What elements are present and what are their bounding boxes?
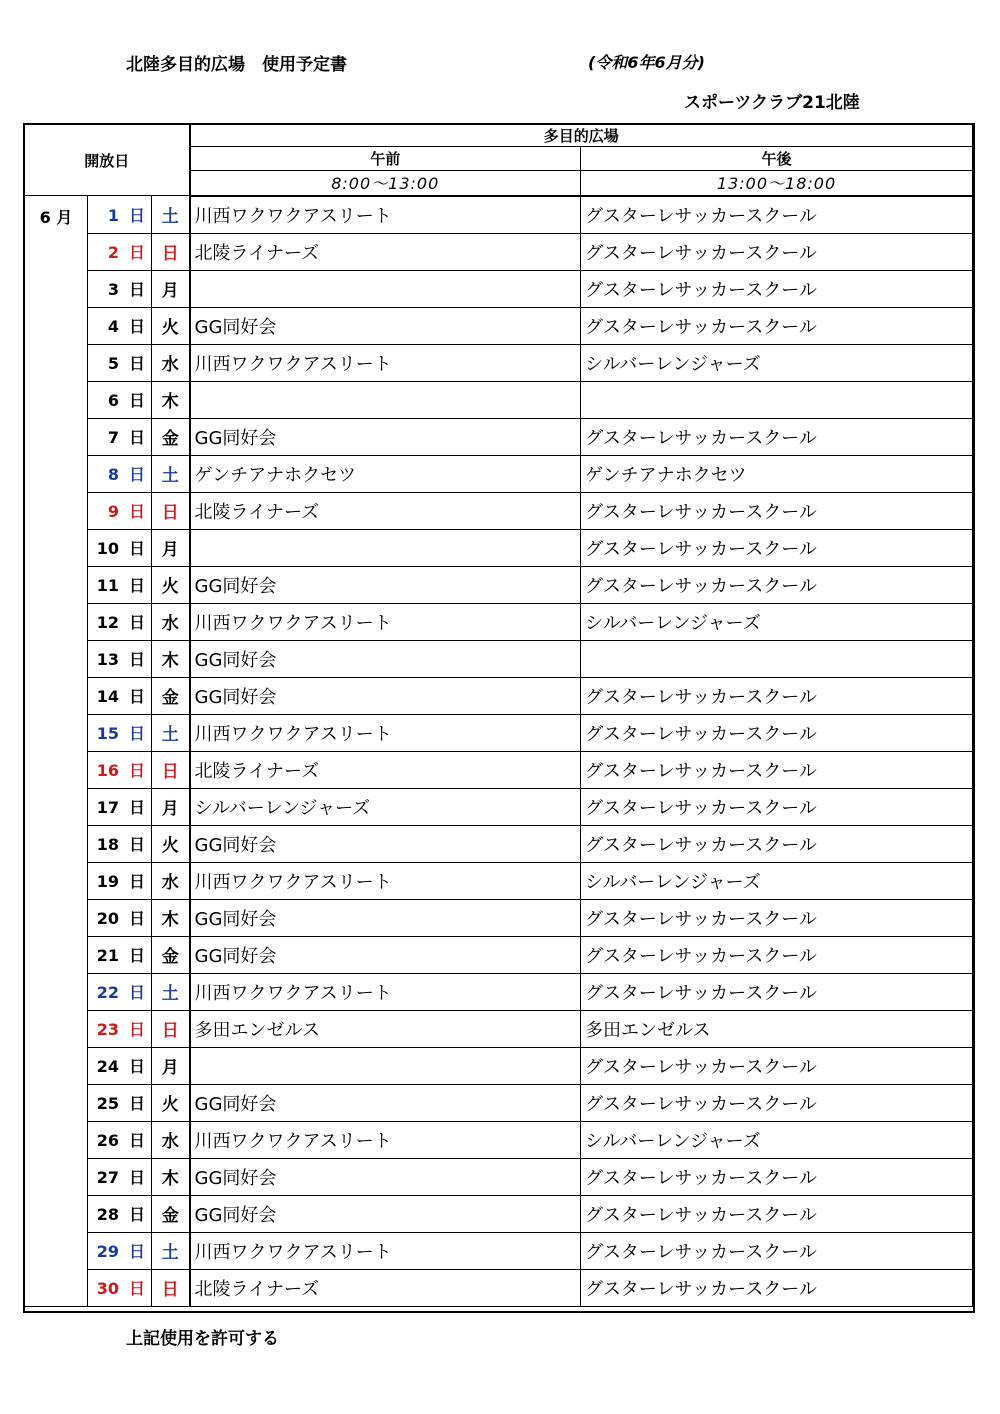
- day-suffix: 日: [128, 613, 145, 632]
- day-number: 8: [107, 465, 119, 484]
- day-number: 30: [96, 1279, 119, 1298]
- weekday-cell: 日: [152, 751, 190, 788]
- table-row: [25, 1158, 973, 1195]
- day-suffix: 日: [128, 280, 145, 299]
- day-cell: [88, 936, 152, 973]
- day-suffix: 日: [128, 872, 145, 891]
- morning-team-cell: ゲンチアナホクセツ: [190, 455, 581, 492]
- day-suffix: 日: [128, 1168, 145, 1187]
- weekday-cell: 日: [152, 492, 190, 529]
- day-number: 16: [96, 761, 119, 780]
- day-suffix: 日: [128, 909, 145, 928]
- day-number: 22: [96, 983, 119, 1002]
- morning-time: 8:00～13:00: [190, 171, 581, 196]
- afternoon-team-cell: ゲンチアナホクセツ: [581, 455, 973, 492]
- morning-team-cell: 川西ワクワクアスリート: [190, 196, 581, 234]
- day-cell: [88, 1232, 152, 1269]
- day-number: 26: [96, 1131, 119, 1150]
- table-row: [25, 529, 973, 566]
- afternoon-team-cell: 多田エンゼルス: [581, 1010, 973, 1047]
- weekday-cell: 木: [152, 1158, 190, 1195]
- day-number: 19: [96, 872, 119, 891]
- table-row: [25, 1084, 973, 1121]
- table-row: [25, 1232, 973, 1269]
- morning-team-cell: GG同好会: [190, 899, 581, 936]
- morning-team-cell: 北陵ライナーズ: [190, 1269, 581, 1306]
- day-cell: [88, 196, 152, 234]
- morning-team-cell: 川西ワクワクアスリート: [190, 1232, 581, 1269]
- morning-team-cell: 川西ワクワクアスリート: [190, 1121, 581, 1158]
- weekday-cell: 水: [152, 862, 190, 899]
- weekday-cell: 土: [152, 714, 190, 751]
- weekday-cell: 火: [152, 307, 190, 344]
- day-number: 9: [107, 502, 119, 521]
- morning-team-cell: GG同好会: [190, 1195, 581, 1232]
- afternoon-team-cell: グスターレサッカースクール: [581, 233, 973, 270]
- day-number: 10: [96, 539, 119, 558]
- afternoon-team-cell: [581, 381, 973, 418]
- morning-team-cell: GG同好会: [190, 418, 581, 455]
- afternoon-team-cell: グスターレサッカースクール: [581, 1047, 973, 1084]
- day-cell: [88, 973, 152, 1010]
- day-suffix: 日: [128, 1057, 145, 1076]
- day-number: 7: [107, 428, 119, 447]
- day-suffix: 日: [128, 687, 145, 706]
- table-row: [25, 825, 973, 862]
- weekday-cell: 日: [152, 1269, 190, 1306]
- day-cell: [88, 1195, 152, 1232]
- afternoon-time: 13:00～18:00: [581, 171, 973, 196]
- table-row: [25, 1047, 973, 1084]
- table-row: [25, 640, 973, 677]
- day-cell: [88, 1269, 152, 1306]
- day-number: 25: [96, 1094, 119, 1113]
- afternoon-team-cell: グスターレサッカースクール: [581, 714, 973, 751]
- table-row: [25, 1010, 973, 1047]
- day-cell: [88, 751, 152, 788]
- day-number: 11: [96, 576, 119, 595]
- afternoon-team-cell: グスターレサッカースクール: [581, 566, 973, 603]
- day-suffix: 日: [128, 205, 145, 225]
- day-suffix: 日: [128, 946, 145, 965]
- day-cell: [88, 492, 152, 529]
- morning-team-cell: 北陵ライナーズ: [190, 233, 581, 270]
- table-row: [25, 270, 973, 307]
- day-number: 1: [107, 205, 119, 225]
- weekday-cell: 火: [152, 566, 190, 603]
- morning-team-cell: 北陵ライナーズ: [190, 492, 581, 529]
- day-suffix: 日: [128, 576, 145, 595]
- day-number: 12: [96, 613, 119, 632]
- afternoon-team-cell: グスターレサッカースクール: [581, 307, 973, 344]
- afternoon-team-cell: グスターレサッカースクール: [581, 529, 973, 566]
- day-number: 28: [96, 1205, 119, 1224]
- table-row: [25, 344, 973, 381]
- table-row: [25, 603, 973, 640]
- day-suffix: 日: [128, 243, 145, 262]
- day-number: 18: [96, 835, 119, 854]
- table-row: [25, 714, 973, 751]
- table-row: [25, 418, 973, 455]
- day-cell: [88, 566, 152, 603]
- permission-note: 上記使用を許可する: [126, 1329, 279, 1349]
- table-row: [25, 899, 973, 936]
- weekday-cell: 金: [152, 936, 190, 973]
- day-number: 23: [96, 1020, 119, 1039]
- day-number: 24: [96, 1057, 119, 1076]
- morning-team-cell: 川西ワクワクアスリート: [190, 344, 581, 381]
- weekday-cell: 日: [152, 1010, 190, 1047]
- day-number: 4: [107, 317, 119, 336]
- afternoon-team-cell: グスターレサッカースクール: [581, 1158, 973, 1195]
- day-cell: [88, 862, 152, 899]
- afternoon-team-cell: グスターレサッカースクール: [581, 418, 973, 455]
- day-cell: [88, 1010, 152, 1047]
- table-row: [25, 1195, 973, 1232]
- day-number: 20: [96, 909, 119, 928]
- table-row: [25, 973, 973, 1010]
- morning-team-cell: [190, 529, 581, 566]
- day-cell: [88, 455, 152, 492]
- afternoon-team-cell: グスターレサッカースクール: [581, 899, 973, 936]
- weekday-cell: 金: [152, 1195, 190, 1232]
- day-suffix: 日: [128, 1094, 145, 1113]
- day-cell: [88, 1047, 152, 1084]
- day-number: 2: [107, 243, 119, 262]
- day-suffix: 日: [128, 354, 145, 373]
- table-row: [25, 1121, 973, 1158]
- day-suffix: 日: [128, 835, 145, 854]
- morning-team-cell: 川西ワクワクアスリート: [190, 603, 581, 640]
- afternoon-team-cell: グスターレサッカースクール: [581, 1269, 973, 1306]
- table-row: [25, 936, 973, 973]
- table-row: [25, 566, 973, 603]
- day-suffix: 日: [128, 724, 145, 743]
- day-suffix: 日: [128, 391, 145, 410]
- day-cell: [88, 677, 152, 714]
- morning-team-cell: GG同好会: [190, 1158, 581, 1195]
- morning-team-cell: 川西ワクワクアスリート: [190, 862, 581, 899]
- organization-name: スポーツクラブ21北陸: [684, 93, 860, 113]
- weekday-cell: 月: [152, 529, 190, 566]
- afternoon-team-cell: グスターレサッカースクール: [581, 788, 973, 825]
- table-row: [25, 862, 973, 899]
- afternoon-header: 午後: [581, 147, 973, 171]
- afternoon-team-cell: グスターレサッカースクール: [581, 492, 973, 529]
- table-row: [25, 307, 973, 344]
- day-suffix: 日: [128, 1279, 145, 1298]
- morning-team-cell: 多田エンゼルス: [190, 1010, 581, 1047]
- weekday-cell: 木: [152, 640, 190, 677]
- day-cell: [88, 1121, 152, 1158]
- document-title: 北陸多目的広場 使用予定書: [126, 55, 347, 75]
- day-cell: [88, 1158, 152, 1195]
- day-cell: [88, 1084, 152, 1121]
- weekday-cell: 水: [152, 344, 190, 381]
- weekday-cell: 木: [152, 381, 190, 418]
- day-cell: [88, 825, 152, 862]
- weekday-cell: 火: [152, 1084, 190, 1121]
- day-suffix: 日: [128, 650, 145, 669]
- day-suffix: 日: [128, 502, 145, 521]
- table-row: [25, 1269, 973, 1306]
- facility-header: 多目的広場: [190, 125, 973, 147]
- afternoon-team-cell: グスターレサッカースクール: [581, 196, 973, 234]
- day-suffix: 日: [128, 1020, 145, 1039]
- day-number: 14: [96, 687, 119, 706]
- day-number: 15: [96, 724, 119, 743]
- afternoon-team-cell: シルバーレンジャーズ: [581, 603, 973, 640]
- morning-header: 午前: [190, 147, 581, 171]
- morning-team-cell: シルバーレンジャーズ: [190, 788, 581, 825]
- day-number: 17: [96, 798, 119, 817]
- weekday-cell: 火: [152, 825, 190, 862]
- table-row: [25, 233, 973, 270]
- afternoon-team-cell: グスターレサッカースクール: [581, 1084, 973, 1121]
- weekday-cell: 木: [152, 899, 190, 936]
- afternoon-team-cell: グスターレサッカースクール: [581, 825, 973, 862]
- weekday-cell: 水: [152, 1121, 190, 1158]
- day-number: 27: [96, 1168, 119, 1187]
- weekday-cell: 土: [152, 973, 190, 1010]
- day-cell: [88, 714, 152, 751]
- morning-team-cell: [190, 270, 581, 307]
- table-row: [25, 492, 973, 529]
- weekday-cell: 土: [152, 455, 190, 492]
- afternoon-team-cell: シルバーレンジャーズ: [581, 862, 973, 899]
- morning-team-cell: 北陵ライナーズ: [190, 751, 581, 788]
- morning-team-cell: GG同好会: [190, 936, 581, 973]
- day-suffix: 日: [128, 798, 145, 817]
- day-cell: [88, 381, 152, 418]
- afternoon-team-cell: グスターレサッカースクール: [581, 677, 973, 714]
- day-number: 29: [96, 1242, 119, 1261]
- day-cell: [88, 418, 152, 455]
- day-suffix: 日: [128, 465, 145, 484]
- day-suffix: 日: [128, 761, 145, 780]
- afternoon-team-cell: グスターレサッカースクール: [581, 973, 973, 1010]
- morning-team-cell: GG同好会: [190, 566, 581, 603]
- weekday-cell: 月: [152, 270, 190, 307]
- day-cell: [88, 270, 152, 307]
- day-number: 21: [96, 946, 119, 965]
- afternoon-team-cell: グスターレサッカースクール: [581, 270, 973, 307]
- afternoon-team-cell: シルバーレンジャーズ: [581, 344, 973, 381]
- afternoon-team-cell: グスターレサッカースクール: [581, 1195, 973, 1232]
- afternoon-team-cell: シルバーレンジャーズ: [581, 1121, 973, 1158]
- day-number: 3: [107, 280, 119, 299]
- morning-team-cell: GG同好会: [190, 677, 581, 714]
- table-row: [25, 196, 973, 234]
- day-cell: [88, 899, 152, 936]
- table-row: [25, 751, 973, 788]
- day-suffix: 日: [128, 428, 145, 447]
- afternoon-team-cell: グスターレサッカースクール: [581, 936, 973, 973]
- morning-team-cell: GG同好会: [190, 307, 581, 344]
- afternoon-team-cell: グスターレサッカースクール: [581, 751, 973, 788]
- morning-team-cell: 川西ワクワクアスリート: [190, 973, 581, 1010]
- day-suffix: 日: [128, 539, 145, 558]
- weekday-cell: 金: [152, 418, 190, 455]
- morning-team-cell: GG同好会: [190, 1084, 581, 1121]
- day-suffix: 日: [128, 983, 145, 1002]
- morning-team-cell: 川西ワクワクアスリート: [190, 714, 581, 751]
- weekday-cell: 日: [152, 233, 190, 270]
- table-row: [25, 677, 973, 714]
- table-row: [25, 788, 973, 825]
- table-row: [25, 381, 973, 418]
- weekday-cell: 月: [152, 788, 190, 825]
- day-cell: [88, 788, 152, 825]
- weekday-cell: 土: [152, 196, 190, 234]
- day-cell: [88, 603, 152, 640]
- schedule-table: [24, 124, 973, 1307]
- morning-team-cell: GG同好会: [190, 640, 581, 677]
- morning-team-cell: GG同好会: [190, 825, 581, 862]
- day-cell: [88, 640, 152, 677]
- day-cell: [88, 233, 152, 270]
- day-suffix: 日: [128, 317, 145, 336]
- day-cell: [88, 529, 152, 566]
- day-suffix: 日: [128, 1205, 145, 1224]
- afternoon-team-cell: グスターレサッカースクール: [581, 1232, 973, 1269]
- table-row: [25, 455, 973, 492]
- morning-team-cell: [190, 381, 581, 418]
- weekday-cell: 水: [152, 603, 190, 640]
- weekday-cell: 土: [152, 1232, 190, 1269]
- afternoon-team-cell: [581, 640, 973, 677]
- document-period: (令和6年6月分): [588, 53, 705, 72]
- day-number: 6: [107, 391, 119, 410]
- day-cell: [88, 344, 152, 381]
- day-number: 13: [96, 650, 119, 669]
- open-days-header: 開放日: [25, 125, 190, 196]
- month-cell: 6 月: [25, 196, 88, 1307]
- day-suffix: 日: [128, 1242, 145, 1261]
- day-cell: [88, 307, 152, 344]
- morning-team-cell: [190, 1047, 581, 1084]
- day-suffix: 日: [128, 1131, 145, 1150]
- weekday-cell: 月: [152, 1047, 190, 1084]
- weekday-cell: 金: [152, 677, 190, 714]
- day-number: 5: [107, 354, 119, 373]
